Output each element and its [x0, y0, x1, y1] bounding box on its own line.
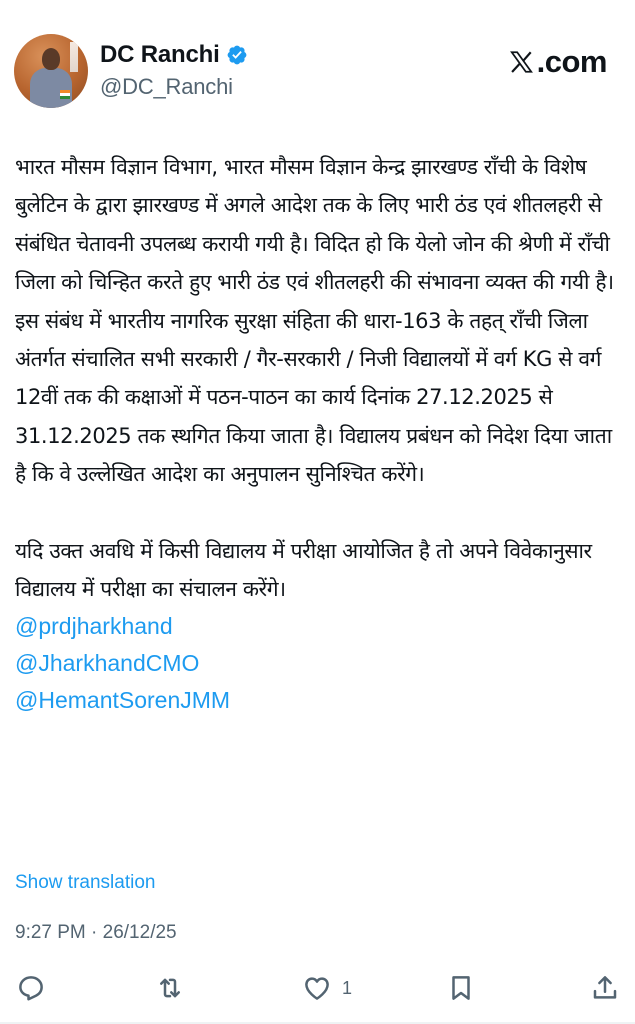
avatar-head	[42, 48, 60, 70]
share-icon	[590, 973, 620, 1003]
bookmark-button[interactable]	[446, 968, 486, 1008]
avatar[interactable]	[14, 34, 88, 108]
user-handle[interactable]: @DC_Ranchi	[100, 74, 233, 99]
mention-link[interactable]: @prdjharkhand	[15, 613, 173, 640]
tweet-paragraph: यदि उक्त अवधि में किसी विद्यालय में परीक्षा आयोजित है तो अपने विवेकानुसार विद्यालय में परीक्षा का संचालन करेंगे।	[15, 538, 592, 602]
tweet-header	[14, 34, 635, 108]
bookmark-icon	[446, 973, 476, 1003]
user-info	[100, 40, 248, 100]
retweet-button[interactable]	[155, 968, 195, 1008]
brand-watermark	[508, 44, 607, 80]
tweet-text	[15, 148, 627, 719]
show-translation-link[interactable]: Show translation	[15, 872, 156, 893]
verified-badge-icon	[226, 44, 248, 66]
share-button[interactable]	[590, 968, 620, 1008]
x-logo-icon	[508, 49, 535, 75]
action-bar	[0, 968, 635, 1012]
tweet-paragraph: भारत मौसम विज्ञान विभाग, भारत मौसम विज्ञान केन्द्र झारखण्ड राँची के विशेष बुलेटिन के द्वारा झारखण्ड में अगले आदेश तक के लिए भारी ठंड एवं शीतलहरी से संबंधित चेतावनी उपलब्ध करायी गयी है। विदित हो कि येलो जोन की श्रेणी में राँची जिला को चिन्हित करते हुए भारी ठंड एवं शीतलहरी की संभावना व्यक्त की गयी है। इस संबंध में भारतीय नागरिक सुरक्षा संहिता की धारा-163 के तहत् राँची जिला अंतर्गत संचालित सभी सरकारी / गैर-सरकारी / निजी विद्यालयों में वर्ग KG से वर्ग 12वीं तक की कक्षाओं में पठन-पाठन का कार्य दिनांक 27.12.2025 से 31.12.2025 तक स्थगित किया जाता है। विद्यालय प्रबंधन को निदेश दिया जाता है कि वे उल्लेखित आदेश का अनुपालन सुनिश्चित करेंगे।	[15, 155, 614, 487]
avatar-figure	[30, 68, 72, 108]
flag-decoration	[70, 42, 78, 72]
reply-button[interactable]	[16, 968, 56, 1008]
paragraph-gap	[15, 494, 627, 532]
like-count: 1	[342, 977, 353, 998]
mention-link[interactable]: @JharkhandCMO	[15, 650, 200, 677]
desk-flag	[60, 90, 70, 99]
mention-link[interactable]: @HemantSorenJMM	[15, 687, 231, 714]
retweet-icon	[155, 973, 185, 1003]
reply-icon	[16, 973, 46, 1003]
like-button[interactable]	[302, 968, 352, 1008]
display-name-row	[100, 40, 248, 70]
tweet-timestamp[interactable]: 9:27 PM · 26/12/25	[15, 922, 177, 943]
brand-text: .com	[536, 44, 607, 79]
heart-icon	[302, 973, 332, 1003]
display-name[interactable]: DC Ranchi	[100, 41, 220, 68]
